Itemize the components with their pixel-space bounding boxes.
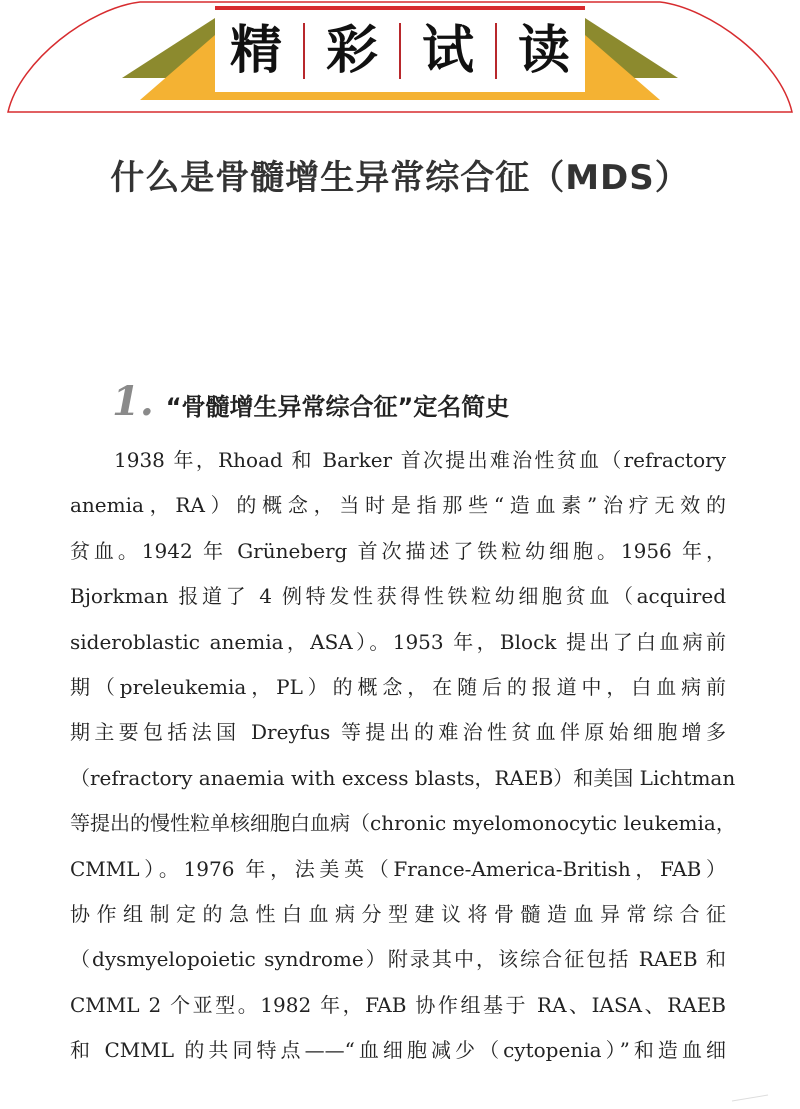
paragraph-line: 贫血。1942 年 Grüneberg 首次描述了铁粒幼细胞。1956 年， (70, 538, 726, 563)
paragraph-line: CMML）。1976 年，法美英（France-America-British，FAB） (70, 856, 726, 881)
section-heading-text: “骨髓增生异常综合征”定名简史 (165, 393, 510, 421)
paragraph-line: anemia，RA）的概念，当时是指那些“造血素”治疗无效的 (70, 493, 726, 518)
paragraph-line: sideroblastic anemia，ASA）。1953 年，Block 提出了白血病前 (70, 629, 726, 654)
page-title: 什么是骨髓增生异常综合征（MDS） (110, 158, 690, 198)
banner-char-1: 精 (229, 21, 282, 81)
paragraph-line: 1938 年，Rhoad 和 Barker 首次提出难治性贫血（refractory (114, 448, 726, 472)
banner-char-3: 试 (421, 21, 474, 81)
section-heading (112, 378, 509, 425)
banner-separator (303, 23, 305, 79)
banner-separator (399, 23, 401, 79)
banner-char-4: 读 (517, 21, 570, 81)
paragraph-line: 期主要包括法国 Dreyfus 等提出的难治性贫血伴原始细胞增多 (70, 720, 726, 745)
body-paragraph (70, 440, 736, 1075)
page-corner-mark (730, 1093, 770, 1103)
paragraph-line: 和 CMML 的共同特点——“血细胞减少（cytopenia）”和造血细 (70, 1038, 726, 1063)
paragraph-line: （refractory anaemia with excess blasts，RAEB）和美国 Lichtman (70, 765, 736, 790)
banner-title (215, 6, 585, 96)
paragraph-line: 期（preleukemia，PL）的概念，在随后的报道中，白血病前 (70, 674, 726, 699)
paragraph-line: （dysmyelopoietic syndrome）附录其中，该综合征包括 RAEB 和 (70, 947, 726, 972)
paragraph-line: CMML 2 个亚型。1982 年，FAB 协作组基于 RA、IASA、RAEB (70, 992, 726, 1017)
paragraph-line: 等提出的慢性粒单核细胞白血病（chronic myelomonocytic leukemia， (70, 811, 736, 836)
banner-char-2: 彩 (325, 21, 378, 81)
banner-separator (495, 23, 497, 79)
paragraph-line: Bjorkman 报道了 4 例特发性获得性铁粒幼细胞贫血（acquired (70, 584, 726, 609)
paragraph-line: 协作组制定的急性白血病分型建议将骨髓造血异常综合征 (70, 901, 726, 926)
header-banner (0, 0, 800, 120)
section-number: 1. (112, 378, 154, 425)
